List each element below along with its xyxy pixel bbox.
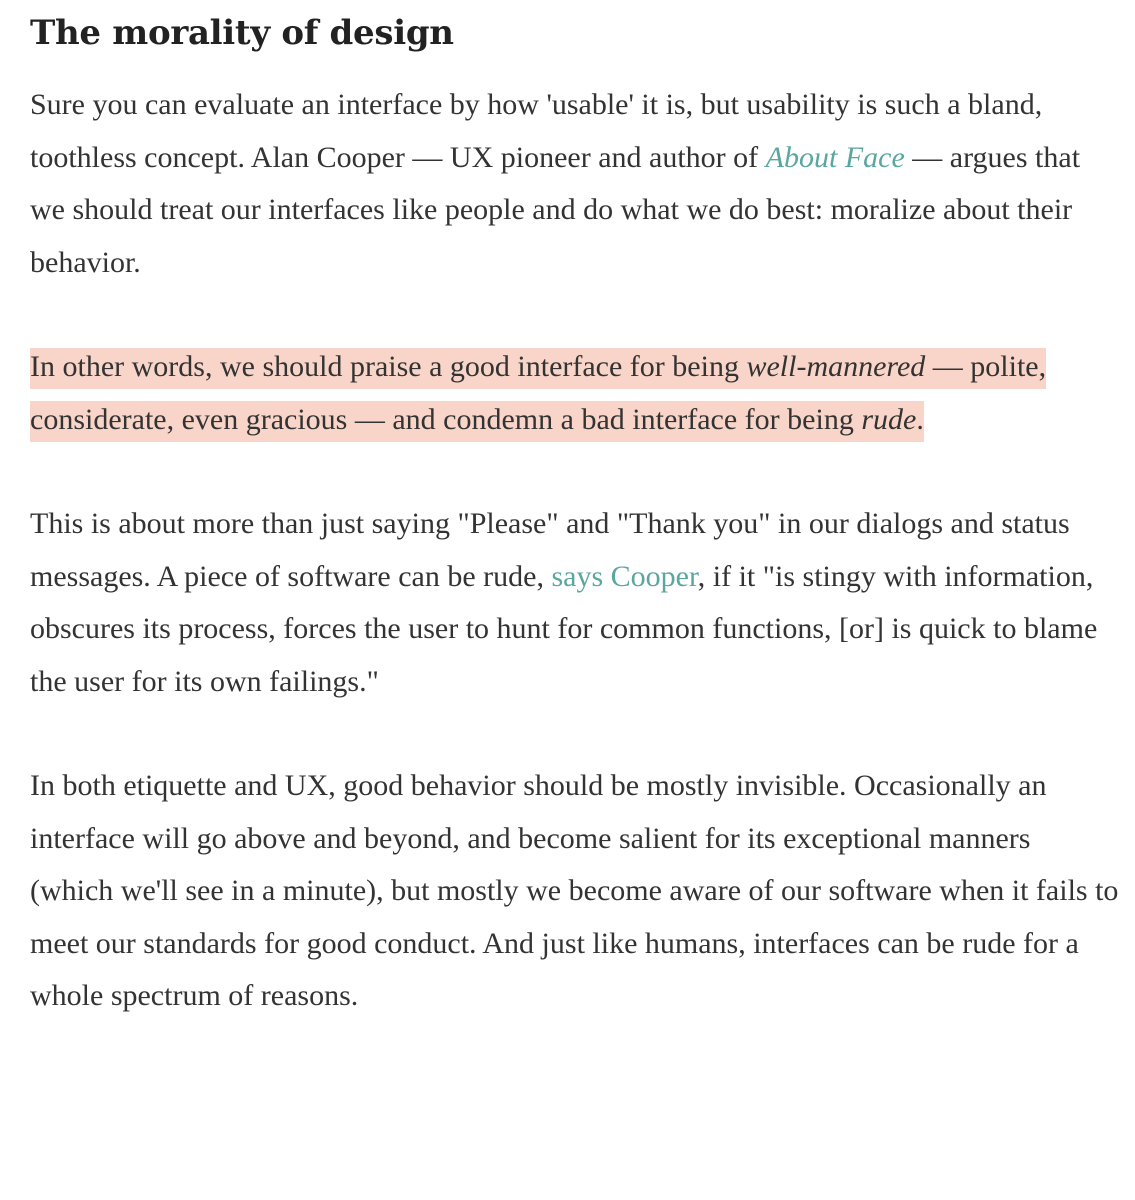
emphasis-well-mannered: well-mannered [746, 350, 926, 383]
paragraph-text: Sure you can evaluate an interface by how 'usable' it is, but usability is such a bland, toothless concept. Alan Cooper — UX pioneer and author of [30, 88, 1043, 174]
paragraph-text: This is about more than just saying "Please" and "Thank you" in our dialogs and status messages. A piece of software can be rude, [30, 507, 1070, 593]
paragraph-rude-software [30, 498, 1120, 708]
paragraph-etiquette: In both etiquette and UX, good behavior should be mostly invisible. Occasionally an interface will go above and beyond, and become salient for its exceptional manners (which we'll see in a minute), but mostly we become aware of our software when it fails to meet our standards for good conduct. And just like humans, interfaces can be rude for a whole spectrum of reasons. [30, 769, 1119, 1012]
paragraph-usability [30, 79, 1120, 289]
paragraph-text: — polite, considerate, even gracious — and condemn a bad interface for being [30, 350, 1047, 436]
paragraph-text: . [916, 402, 924, 436]
paragraph-text: , if it "is stingy with information, obscures its process, forces the user to hunt for common functions, [or] is quick to blame the user for its own failings." [30, 559, 1098, 698]
emphasis-rude: rude [861, 402, 917, 436]
about-face-link[interactable]: About Face [765, 140, 905, 174]
paragraph-text: — argues that we should treat our interfaces like people and do what we do best: moralize about their behavior. [30, 140, 1081, 279]
article-section [30, 10, 1120, 1075]
paragraph-text: In other words, we should praise a good interface for being [30, 350, 747, 383]
paragraph-highlighted-quote [30, 341, 1120, 446]
says-cooper-link[interactable]: says Cooper [551, 559, 698, 593]
highlighted-text [30, 348, 1046, 442]
section-heading: The morality of design [30, 13, 454, 53]
